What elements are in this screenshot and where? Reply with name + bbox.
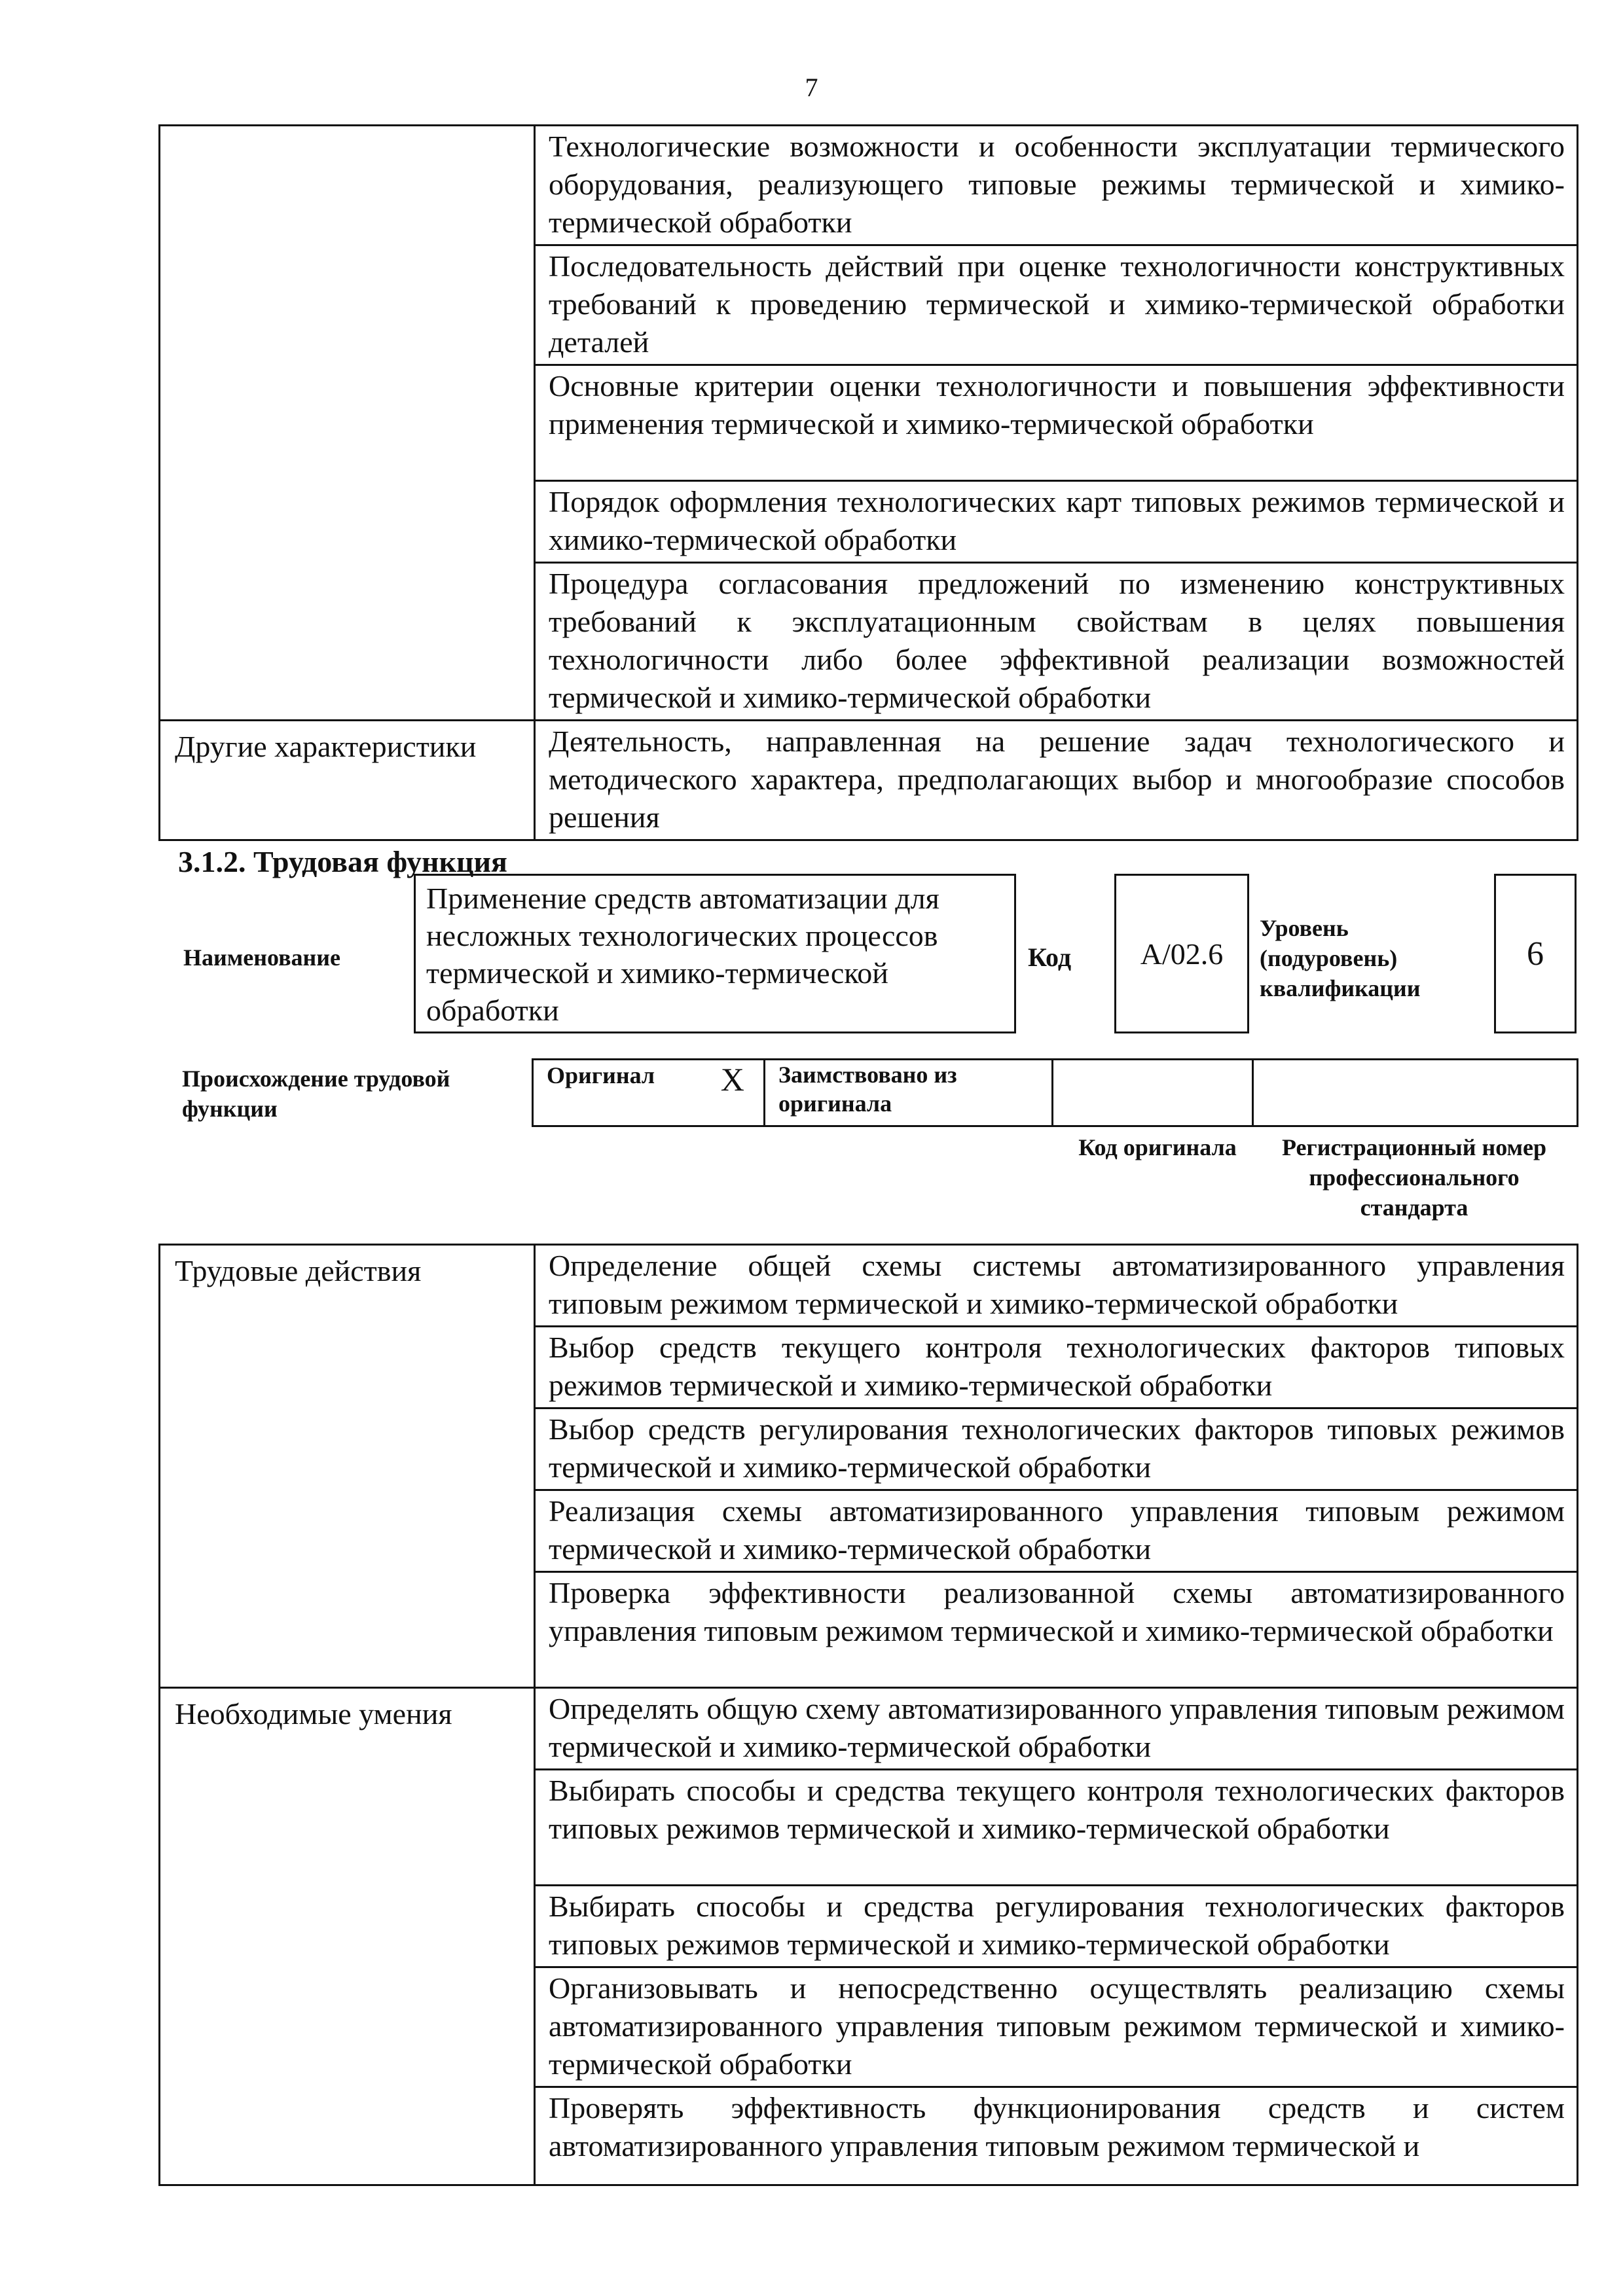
origin-label: Происхождение трудовой функции xyxy=(182,1066,450,1122)
labor-action-item: Определение общей схемы системы автоматизированного управления типовым режимом термической и химико-термической обработки xyxy=(535,1245,1578,1327)
skill-item: Проверять эффективность функционирования средств и систем автоматизированного управления типовым режимом термической и xyxy=(535,2087,1578,2185)
labor-actions-table xyxy=(158,1244,1578,2186)
registration-number-caption: Регистрационный номер профессионального стандарта xyxy=(1281,1134,1547,1221)
knowledge-item: Технологические возможности и особенности эксплуатации термического оборудования, реализующего типовые режимы термической и химико-термической обработки xyxy=(535,126,1578,245)
original-label: Оригинал xyxy=(533,1060,702,1126)
borrowed-label: Заимствовано из оригинала xyxy=(765,1060,1053,1126)
qualification-level-value: 6 xyxy=(1527,935,1544,973)
function-name-box: Применение средств автоматизации для несложных технологических процессов термической и химико-термической обработки xyxy=(414,874,1016,1033)
top-characteristics-table xyxy=(158,124,1578,841)
knowledge-item: Порядок оформления технологических карт типовых режимов термической и химико-термической обработки xyxy=(535,481,1578,563)
other-characteristics-label: Другие характеристики xyxy=(160,721,535,840)
labor-action-item: Выбор средств регулирования технологических факторов типовых режимов термической и химико-термической обработки xyxy=(535,1408,1578,1490)
other-characteristics-text: Деятельность, направленная на решение задач технологического и методического характера, предполагающих выбор и многообразие способов решения xyxy=(535,721,1578,840)
skill-item: Определять общую схему автоматизированного управления типовым режимом термической и химико-термической обработки xyxy=(535,1688,1578,1770)
function-code-box xyxy=(1114,874,1249,1033)
qualification-level-box xyxy=(1494,874,1577,1033)
code-original-caption: Код оригинала xyxy=(1078,1134,1237,1160)
qualification-level-label: Уровень (подуровень) квалификации xyxy=(1260,915,1421,1001)
labor-actions-label: Трудовые действия xyxy=(160,1245,535,1688)
name-label: Наименование xyxy=(183,944,340,971)
original-mark: X xyxy=(702,1060,765,1126)
knowledge-label-cell xyxy=(160,126,535,721)
original-code-cell xyxy=(1053,1060,1253,1126)
labor-action-item: Реализация схемы автоматизированного управления типовым режимом термической и химико-термической обработки xyxy=(535,1490,1578,1572)
skill-item: Организовывать и непосредственно осуществлять реализацию схемы автоматизированного управления типовым режимом термической и химико-термической обработки xyxy=(535,1967,1578,2087)
page-number: 7 xyxy=(805,73,818,102)
required-skills-label: Необходимые умения xyxy=(160,1688,535,2185)
knowledge-item: Последовательность действий при оценке технологичности конструктивных требований к проведению термической и химико-термической обработки деталей xyxy=(535,245,1578,365)
origin-table xyxy=(532,1058,1578,1127)
knowledge-item: Основные критерии оценки технологичности и повышения эффективности применения термической и химико-термической обработки xyxy=(535,365,1578,481)
labor-action-item: Проверка эффективности реализованной схемы автоматизированного управления типовым режимом термической и химико-термической обработки xyxy=(535,1572,1578,1688)
function-code-value: А/02.6 xyxy=(1140,937,1224,971)
registration-number-cell xyxy=(1253,1060,1578,1126)
knowledge-item: Процедура согласования предложений по изменению конструктивных требований к эксплуатационным свойствам в целях повышения технологичности либо более эффективной реализации возможностей термической и химико-термической обработки xyxy=(535,563,1578,721)
labor-action-item: Выбор средств текущего контроля технологических факторов типовых режимов термической и химико-термической обработки xyxy=(535,1327,1578,1408)
section-heading: 3.1.2. Трудовая функция xyxy=(178,845,507,878)
code-label: Код xyxy=(1028,942,1072,972)
skill-item: Выбирать способы и средства текущего контроля технологических факторов типовых режимов термической и химико-термической обработки xyxy=(535,1770,1578,1886)
skill-item: Выбирать способы и средства регулирования технологических факторов типовых режимов термической и химико-термической обработки xyxy=(535,1886,1578,1967)
